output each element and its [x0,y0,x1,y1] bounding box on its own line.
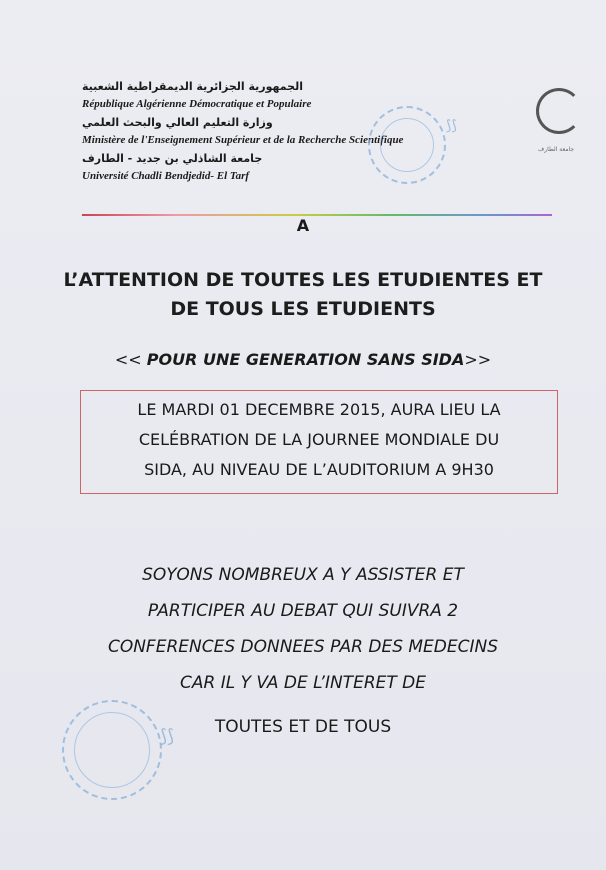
official-stamp-icon [368,106,446,184]
official-stamp-icon [62,700,162,800]
university-logo-icon [536,88,582,134]
body-line-2: PARTICIPER AU DEBAT QUI SUIVRA 2 [147,601,459,621]
french-republic-line: République Algérienne Démocratique et Populaire [82,98,312,110]
arabic-republic-line: الجمهورية الجزائرية الديمقراطية الشعبية [82,80,303,93]
box-line-1: LE MARDI 01 DECEMBRE 2015, AURA LIEU LA [137,400,501,419]
stamp-signature-icon: ⟆⟆ [446,118,457,134]
box-line-3: SIDA, AU NIVEAU DE L’AUDITORIUM A 9H30 [144,460,494,479]
slogan-text: POUR UNE GENERATION SANS SIDA [146,350,465,369]
title-line-1: L’ATTENTION DE TOUTES LES ETUDIENTES ET [63,269,543,291]
box-line-2: CELÉBRATION DE LA JOURNEE MONDIALE DU [138,430,500,449]
logo-caption: جامعة الطارف [538,146,575,153]
body-line-4: CAR IL Y VA DE L’INTERET DE [180,673,426,693]
arabic-university-line: جامعة الشاذلي بن جديد - الطارف [82,152,263,165]
title-line-2: DE TOUS LES ETUDIENTS [170,298,436,320]
body-line-5: TOUTES ET DE TOUS [214,717,392,737]
institution-header [82,80,522,188]
notice-letter: A [296,216,310,235]
slogan-open: << [114,350,147,369]
french-ministry-line: Ministère de l'Enseignement Supérieur et de la Recherche Scientifique [82,134,404,146]
body-line-1: SOYONS NOMBREUX A Y ASSISTER ET [142,565,464,585]
slogan [0,350,606,369]
body-line-3: CONFERENCES DONNEES PAR DES MEDECINS [107,637,499,657]
arabic-ministry-line: وزارة التعليم العالي والبحث العلمي [82,116,273,129]
stamp-signature-icon: ⟆⟆ [160,726,175,747]
slogan-close: >> [464,350,492,369]
notice-title [0,266,606,324]
french-university-line: Université Chadli Bendjedid- El Tarf [82,170,250,182]
event-announcement-box [80,390,558,494]
